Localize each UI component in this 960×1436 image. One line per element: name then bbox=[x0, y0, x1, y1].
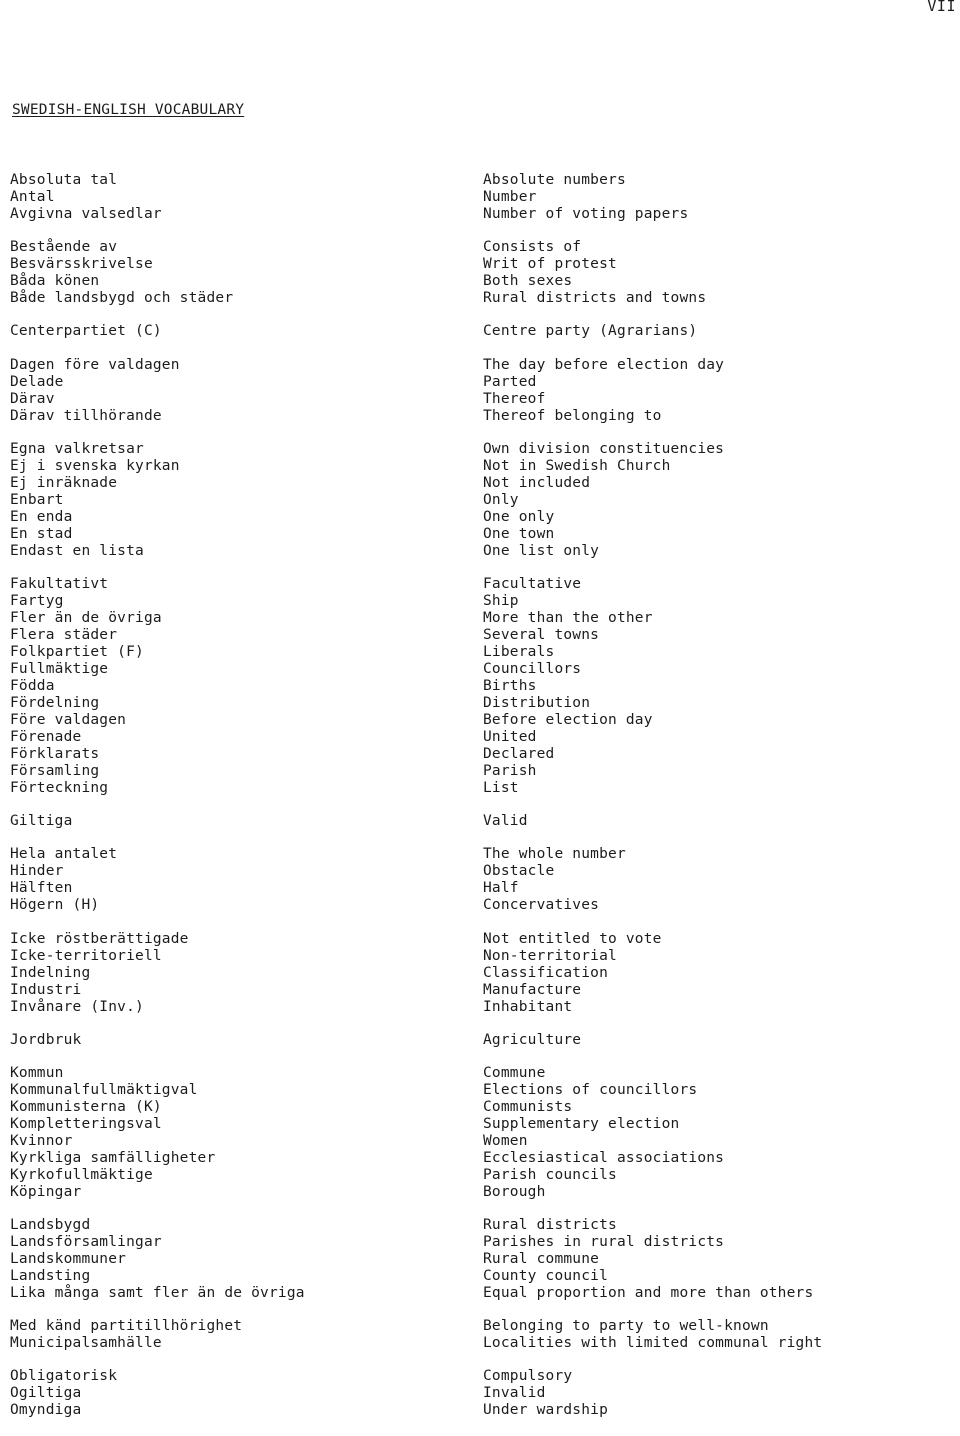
english-translation-group bbox=[483, 441, 953, 560]
swedish-term: Förenade bbox=[10, 728, 82, 745]
swedish-term: Båda könen bbox=[10, 273, 100, 290]
english-translation-group bbox=[483, 1318, 953, 1352]
english-translation: Elections of councillors bbox=[483, 1081, 698, 1098]
swedish-term: Endast en lista bbox=[10, 542, 144, 559]
swedish-term: Ej inräknade bbox=[10, 474, 118, 491]
english-translation: Under wardship bbox=[483, 1402, 609, 1419]
swedish-term: Hela antalet bbox=[10, 846, 118, 863]
english-translation: Parishes in rural districts bbox=[483, 1234, 725, 1251]
english-translation: Valid bbox=[483, 813, 528, 830]
swedish-term: Fartyg bbox=[10, 592, 64, 609]
english-translation: County council bbox=[483, 1268, 609, 1285]
english-translation: Before election day bbox=[483, 711, 653, 728]
swedish-term: Födda bbox=[10, 677, 55, 694]
english-translation-group bbox=[483, 931, 953, 1016]
english-translation-group bbox=[483, 846, 953, 914]
english-translation: Supplementary election bbox=[483, 1115, 680, 1132]
swedish-term: Centerpartiet (C) bbox=[10, 323, 162, 340]
english-translation: Parish councils bbox=[483, 1166, 617, 1183]
english-translation: Liberals bbox=[483, 643, 555, 660]
english-translation: Births bbox=[483, 677, 537, 694]
swedish-term: Municipalsamhälle bbox=[10, 1335, 162, 1352]
swedish-term-group bbox=[10, 576, 470, 797]
english-translation: Manufacture bbox=[483, 981, 582, 998]
swedish-term: Församling bbox=[10, 762, 100, 779]
swedish-term: Bestående av bbox=[10, 239, 118, 256]
english-translation: Half bbox=[483, 880, 519, 897]
swedish-term-group bbox=[10, 846, 470, 914]
swedish-term: Obligatorisk bbox=[10, 1368, 118, 1385]
swedish-term: Kompletteringsval bbox=[10, 1115, 162, 1132]
swedish-term: Hinder bbox=[10, 863, 64, 880]
swedish-term: Kommunisterna (K) bbox=[10, 1098, 162, 1115]
swedish-term: Dagen före valdagen bbox=[10, 356, 180, 373]
english-translation: Absolute numbers bbox=[483, 172, 626, 188]
english-translation: Agriculture bbox=[483, 1031, 582, 1048]
english-translation: Obstacle bbox=[483, 863, 555, 880]
swedish-term: Indelning bbox=[10, 964, 91, 981]
english-translation-group bbox=[483, 813, 953, 830]
swedish-term: Fullmäktige bbox=[10, 660, 109, 677]
english-translation: Number bbox=[483, 189, 537, 205]
page-number: VII bbox=[927, 0, 956, 15]
english-translation: United bbox=[483, 728, 537, 745]
swedish-term: Landskommuner bbox=[10, 1251, 127, 1268]
swedish-term: Antal bbox=[10, 189, 55, 205]
swedish-term: Därav tillhörande bbox=[10, 407, 162, 424]
english-translation: Not included bbox=[483, 474, 591, 491]
english-translation: List bbox=[483, 779, 519, 796]
swedish-term: Egna valkretsar bbox=[10, 440, 144, 457]
english-translation: One list only bbox=[483, 542, 600, 559]
swedish-terms-column bbox=[10, 172, 470, 1436]
english-translation: Equal proportion and more than others bbox=[483, 1285, 814, 1302]
english-translation-group bbox=[483, 576, 953, 797]
swedish-term-group bbox=[10, 1368, 470, 1419]
swedish-term-group bbox=[10, 323, 470, 340]
english-translation: Ecclesiastical associations bbox=[483, 1149, 725, 1166]
swedish-term: Landsbygd bbox=[10, 1217, 91, 1234]
english-translation: Number of voting papers bbox=[483, 206, 689, 222]
swedish-term: Kommun bbox=[10, 1064, 64, 1081]
english-translation: One town bbox=[483, 525, 555, 542]
swedish-term: Besvärsskrivelse bbox=[10, 256, 153, 273]
swedish-term: Med känd partitillhörighet bbox=[10, 1318, 243, 1335]
swedish-term: Icke-territoriell bbox=[10, 947, 162, 964]
swedish-term: Flera städer bbox=[10, 626, 118, 643]
english-translation-group bbox=[483, 172, 953, 223]
english-translation: Women bbox=[483, 1132, 528, 1149]
swedish-term-group bbox=[10, 1032, 470, 1049]
swedish-term: En enda bbox=[10, 508, 73, 525]
english-translation: Compulsory bbox=[483, 1368, 573, 1385]
swedish-term: Industri bbox=[10, 981, 82, 998]
swedish-term: Delade bbox=[10, 373, 64, 390]
english-translation: Several towns bbox=[483, 626, 600, 643]
swedish-term: Omyndiga bbox=[10, 1402, 82, 1419]
swedish-term: Fakultativt bbox=[10, 575, 109, 592]
english-translation: Writ of protest bbox=[483, 256, 617, 273]
english-translation: Ship bbox=[483, 592, 519, 609]
swedish-term: Kyrkofullmäktige bbox=[10, 1166, 153, 1183]
english-translation: More than the other bbox=[483, 609, 653, 626]
swedish-term-group bbox=[10, 931, 470, 1016]
english-translation: Centre party (Agrarians) bbox=[483, 323, 698, 340]
swedish-term: Absoluta tal bbox=[10, 172, 118, 188]
swedish-term: Lika många samt fler än de övriga bbox=[10, 1285, 305, 1302]
english-translation: Not entitled to vote bbox=[483, 930, 662, 947]
swedish-term-group bbox=[10, 441, 470, 560]
english-translation: Rural commune bbox=[483, 1251, 600, 1268]
english-translation: Commune bbox=[483, 1064, 546, 1081]
english-translation: One only bbox=[483, 508, 555, 525]
english-translation: Facultative bbox=[483, 575, 582, 592]
english-translation: Rural districts bbox=[483, 1217, 617, 1234]
english-translation-group bbox=[483, 1032, 953, 1049]
english-translation: Inhabitant bbox=[483, 998, 573, 1015]
swedish-term: Avgivna valsedlar bbox=[10, 206, 162, 222]
english-translation: Belonging to party to well-known bbox=[483, 1318, 769, 1335]
swedish-term: Fördelning bbox=[10, 694, 100, 711]
swedish-term: Kvinnor bbox=[10, 1132, 73, 1149]
swedish-term: Jordbruk bbox=[10, 1031, 82, 1048]
swedish-term: Förklarats bbox=[10, 745, 100, 762]
english-translation: Borough bbox=[483, 1183, 546, 1200]
english-translation-group bbox=[483, 323, 953, 340]
swedish-term: Folkpartiet (F) bbox=[10, 643, 144, 660]
english-translation: Classification bbox=[483, 964, 609, 981]
swedish-term: Landsförsamlingar bbox=[10, 1234, 162, 1251]
swedish-term: Köpingar bbox=[10, 1183, 82, 1200]
english-translation: Non-territorial bbox=[483, 947, 617, 964]
english-translation: Both sexes bbox=[483, 273, 573, 290]
swedish-term: Landsting bbox=[10, 1268, 91, 1285]
swedish-term: Ogiltiga bbox=[10, 1385, 82, 1402]
swedish-term: En stad bbox=[10, 525, 73, 542]
english-translation-group bbox=[483, 1065, 953, 1201]
english-translation: Rural districts and towns bbox=[483, 290, 707, 307]
swedish-term: Fler än de övriga bbox=[10, 609, 162, 626]
english-translation-group bbox=[483, 239, 953, 307]
english-translation-group bbox=[483, 357, 953, 425]
swedish-term: Kommunalfullmäktigval bbox=[10, 1081, 198, 1098]
english-translation: Invalid bbox=[483, 1385, 546, 1402]
english-translation: Declared bbox=[483, 745, 555, 762]
english-translation: The day before election day bbox=[483, 356, 725, 373]
swedish-term-group bbox=[10, 813, 470, 830]
english-translation: Councillors bbox=[483, 660, 582, 677]
swedish-term: Enbart bbox=[10, 491, 64, 508]
english-translations-column bbox=[483, 172, 953, 1436]
swedish-term-group bbox=[10, 357, 470, 425]
english-translation: Consists of bbox=[483, 239, 582, 256]
swedish-term-group bbox=[10, 1318, 470, 1352]
swedish-term: Icke röstberättigade bbox=[10, 930, 189, 947]
swedish-term: Högern (H) bbox=[10, 897, 100, 914]
english-translation: Concervatives bbox=[483, 897, 600, 914]
swedish-term: Därav bbox=[10, 390, 55, 407]
swedish-term: Giltiga bbox=[10, 813, 73, 830]
swedish-term-group bbox=[10, 1065, 470, 1201]
english-translation: Parted bbox=[483, 373, 537, 390]
english-translation: Own division constituencies bbox=[483, 440, 725, 457]
english-translation: Thereof belonging to bbox=[483, 407, 662, 424]
swedish-term: Både landsbygd och städer bbox=[10, 290, 234, 307]
swedish-term: Invånare (Inv.) bbox=[10, 998, 144, 1015]
english-translation: Distribution bbox=[483, 694, 591, 711]
swedish-term: Hälften bbox=[10, 880, 73, 897]
swedish-term: Kyrkliga samfälligheter bbox=[10, 1149, 216, 1166]
english-translation: Thereof bbox=[483, 390, 546, 407]
swedish-term-group bbox=[10, 239, 470, 307]
english-translation: The whole number bbox=[483, 846, 626, 863]
swedish-term: Förteckning bbox=[10, 779, 109, 796]
english-translation-group bbox=[483, 1368, 953, 1419]
swedish-term: Före valdagen bbox=[10, 711, 127, 728]
page-title: SWEDISH-ENGLISH VOCABULARY bbox=[12, 102, 245, 118]
english-translation: Not in Swedish Church bbox=[483, 457, 671, 474]
english-translation: Localities with limited communal right bbox=[483, 1335, 823, 1352]
english-translation: Parish bbox=[483, 762, 537, 779]
english-translation: Communists bbox=[483, 1098, 573, 1115]
english-translation: Only bbox=[483, 491, 519, 508]
swedish-term-group bbox=[10, 1217, 470, 1302]
english-translation-group bbox=[483, 1217, 953, 1302]
swedish-term-group bbox=[10, 172, 470, 223]
swedish-term: Ej i svenska kyrkan bbox=[10, 457, 180, 474]
